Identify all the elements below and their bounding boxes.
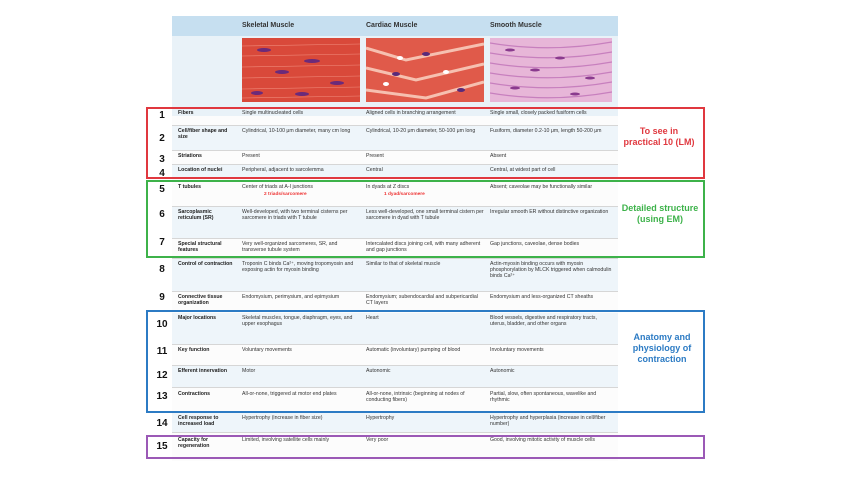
table-header: [172, 16, 618, 36]
skeletal-cell: Voluntary movements: [242, 347, 292, 353]
skeletal-cell: Center of triads at A-I junctions: [242, 184, 313, 190]
cardiac-cell: Autonomic: [366, 368, 391, 374]
row-number: 9: [159, 292, 165, 303]
smooth-cell: Absent: [490, 153, 507, 159]
cardiac-cell: Aligned cells in branching arrangement: [366, 110, 456, 116]
table-row: [172, 259, 618, 292]
lm-group-label: To see in practical 10 (LM): [623, 126, 695, 147]
skeletal-cell: Motor: [242, 368, 256, 374]
smooth-cell: Irregular smooth ER without distinctive organization: [490, 209, 609, 215]
cardiac-cell: Automatic (involuntary) pumping of blood: [366, 347, 461, 353]
skeletal-cell: Peripheral, adjacent to sarcolemma: [242, 167, 324, 173]
skeletal-cell: Skeletal muscles, tongue, diaphragm, eyes, and upper esophagus: [242, 315, 353, 328]
smooth-cell: Autonomic: [490, 368, 515, 374]
smooth-muscle-image: [490, 38, 612, 102]
em-group-label: Detailed structure (using EM): [621, 203, 699, 224]
row-label: Connective tissue organization: [178, 294, 223, 307]
row-label: Special structural features: [178, 241, 222, 254]
skeletal-cell: Cylindrical, 10-100 μm diameter, many cm long: [242, 128, 351, 134]
table-row: [172, 292, 618, 312]
smooth-cell: Good, involving mitotic activity of muscle cells: [490, 437, 595, 443]
cardiac-cell: Cylindrical, 10-20 μm diameter, 50-100 μm long: [366, 128, 476, 134]
row-number: 11: [156, 346, 168, 357]
row-label: Efferent innervation: [178, 368, 228, 374]
row-label: Capacity for regeneration: [178, 437, 210, 450]
smooth-cell: Actin-myosin binding occurs with myosin phosphorylation by MLCK triggered when calmodulin binds Ca²⁺: [490, 261, 612, 280]
cardiac-cell: Present: [366, 153, 384, 159]
cardiac-cell: Central: [366, 167, 383, 173]
row-label: Key function: [178, 347, 210, 353]
row-number: 14: [156, 418, 168, 429]
row-label: Control of contraction: [178, 261, 233, 267]
smooth-cell: Absent; caveolae may be functionally similar: [490, 184, 593, 190]
row-number: 10: [156, 319, 168, 330]
row-number: 8: [159, 264, 165, 275]
cardiac-cell: Endomysium; subendocardial and subpericardial CT layers: [366, 294, 478, 307]
row-number: 15: [156, 441, 168, 452]
row-number: 5: [159, 184, 165, 195]
smooth-cell: Single small, closely packed fusiform cells: [490, 110, 587, 116]
regeneration-group-box: [146, 435, 705, 459]
row-label: Fibers: [178, 110, 194, 116]
cardiac-cell: All-or-none, intrinsic (beginning at nodes of conducting fibers): [366, 391, 465, 404]
skeletal-cell: Very well-organized sarcomeres, SR, and transverse tubule system: [242, 241, 338, 254]
skeletal-cell: Well-developed, with two terminal cisterns per sarcomere in triads with T tubule: [242, 209, 348, 222]
row-number: 3: [159, 154, 165, 165]
row-label: Location of nuclei: [178, 167, 223, 173]
row-number: 12: [156, 370, 168, 381]
smooth-cell: Endomysium and less-organized CT sheaths: [490, 294, 594, 300]
skeletal-cell: Troponin C binds Ca²⁺, moving tropomyosin and exposing actin for myosin binding: [242, 261, 354, 274]
cardiac-cell: Intercalated discs joining cell, with many adherent and gap junctions: [366, 241, 481, 254]
header-smooth: Smooth Muscle: [490, 22, 542, 29]
skeletal-cell: Present: [242, 153, 260, 159]
row-label: Striations: [178, 153, 202, 159]
row-label: Major locations: [178, 315, 217, 321]
dyad-note: 1 dyad/sarcomere: [384, 192, 425, 197]
cardiac-cell: Very poor: [366, 437, 389, 443]
row-number: 7: [159, 237, 165, 248]
row-label: T tubules: [178, 184, 202, 190]
triads-note: 2 triads/sarcomere: [264, 192, 307, 197]
smooth-cell: Hypertrophy and hyperplasia (increase in cell/fiber number): [490, 415, 606, 428]
row-number: 2: [159, 133, 165, 144]
skeletal-cell: Endomysium, perimysium, and epimysium: [242, 294, 340, 300]
row-number: 4: [159, 168, 165, 179]
cardiac-cell: Heart: [366, 315, 379, 321]
smooth-cell: Involuntary movements: [490, 347, 544, 353]
smooth-cell: Fusiform, diameter 0.2-10 μm, length 50-200 μm: [490, 128, 602, 134]
smooth-cell: Gap junctions, caveolae, dense bodies: [490, 241, 580, 247]
table-row: [172, 413, 618, 433]
skeletal-cell: Single multinucleated cells: [242, 110, 304, 116]
row-number: 1: [159, 110, 165, 121]
anatomy-group-label: Anatomy and physiology of contraction: [632, 332, 692, 364]
skeletal-cell: Limited, involving satellite cells mainly: [242, 437, 330, 443]
row-label: Sarcoplasmic reticulum (SR): [178, 209, 214, 222]
smooth-cell: Partial, slow, often spontaneous, wavelike and rhythmic: [490, 391, 597, 404]
header-skeletal: Skeletal Muscle: [242, 22, 295, 29]
row-label: Cell/fiber shape and size: [178, 128, 228, 141]
row-number: 6: [159, 209, 165, 220]
cardiac-cell: Similar to that of skeletal muscle: [366, 261, 441, 267]
cardiac-cell: Less well-developed, one small terminal cistern per sarcomere in dyad with T tubule: [366, 209, 484, 222]
row-number: 13: [156, 391, 168, 402]
smooth-cell: Blood vessels, digestive and respiratory tracts, uterus, bladder, and other organs: [490, 315, 597, 328]
row-label: Contractions: [178, 391, 210, 397]
cardiac-cell: In dyads at Z discs: [366, 184, 410, 190]
skeletal-muscle-image: [242, 38, 360, 102]
cardiac-muscle-image: [366, 38, 484, 102]
smooth-cell: Central, at widest part of cell: [490, 167, 556, 173]
cardiac-cell: Hypertrophy: [366, 415, 395, 421]
header-cardiac: Cardiac Muscle: [366, 22, 418, 29]
skeletal-cell: Hypertrophy (increase in fiber size): [242, 415, 323, 421]
row-label: Cell response to increased load: [178, 415, 219, 428]
skeletal-cell: All-or-none, triggered at motor end plates: [242, 391, 337, 397]
